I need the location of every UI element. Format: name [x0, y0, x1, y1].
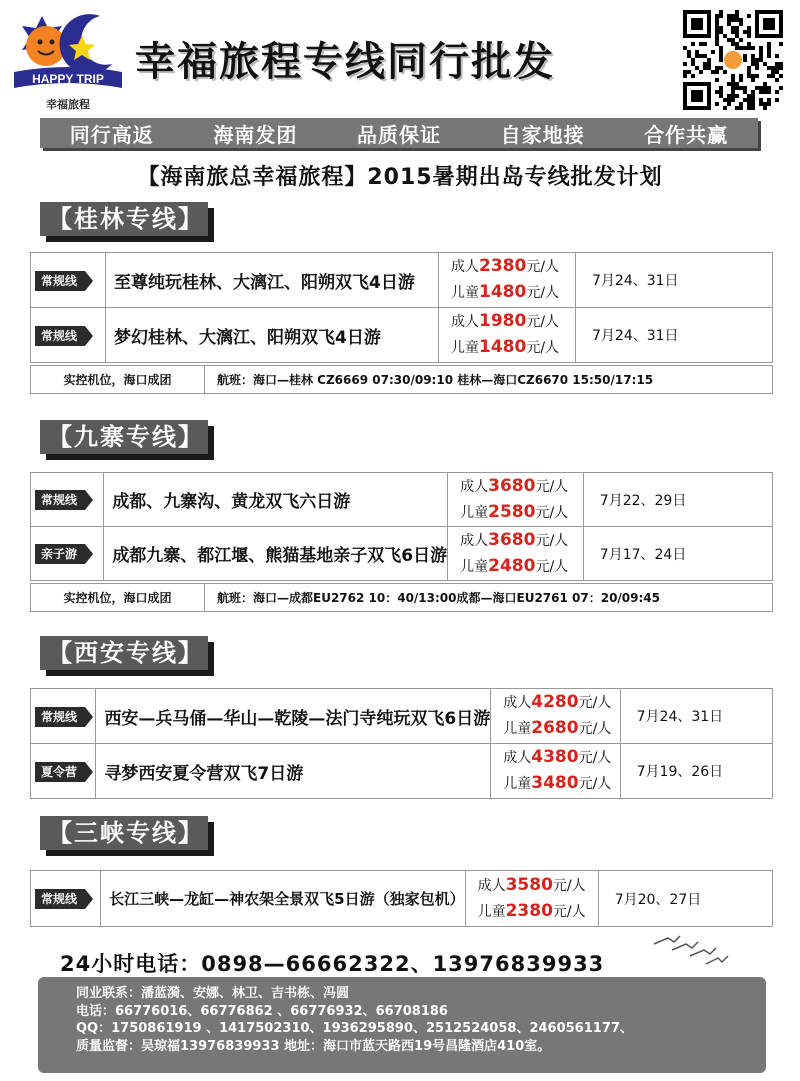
route-type-badge: 常规线 [35, 707, 85, 727]
table-row [31, 871, 773, 927]
section-header-sanxia: 【三峡专线】 [40, 816, 208, 850]
contact-box [38, 977, 766, 1073]
route-price: 成人4280元/人 儿童2680元/人 [491, 689, 620, 744]
route-name: 至尊纯玩桂林、大漓江、阳朔双飞4日游 [106, 253, 439, 308]
route-table-xian [30, 688, 773, 799]
table-row [31, 308, 773, 363]
slogan-item: 品质保证 [356, 122, 441, 147]
section-header-guilin: 【桂林专线】 [40, 202, 208, 236]
flight-row [31, 366, 773, 394]
flight-note: 实控机位，海口成团 [31, 584, 205, 612]
route-type-badge: 常规线 [35, 271, 85, 291]
route-name: 寻梦西安夏令营双飞7日游 [96, 744, 491, 799]
route-price: 成人3580元/人 儿童2380元/人 [465, 871, 598, 927]
slogan-bar [40, 118, 758, 148]
route-table-guilin [30, 252, 773, 363]
route-type-badge: 常规线 [35, 889, 85, 909]
route-price: 成人1980元/人 儿童1480元/人 [439, 308, 576, 363]
table-row [31, 527, 773, 581]
flight-row [31, 584, 773, 612]
happy-trip-logo-icon [12, 8, 124, 90]
departure-dates: 7月24、31日 [620, 689, 772, 744]
route-price: 成人3680元/人 儿童2580元/人 [448, 473, 584, 527]
departure-dates: 7月24、31日 [576, 308, 773, 363]
hotline: 24小时电话：0898—66662322、13976839933 [60, 952, 605, 976]
route-table-jiuzhai [30, 472, 773, 581]
departure-dates: 7月22、29日 [583, 473, 772, 527]
route-name: 长江三峡—龙缸—神农架全景双飞5日游（独家包机） [101, 871, 465, 927]
route-price: 成人2380元/人 儿童1480元/人 [439, 253, 576, 308]
flight-schedule: 航班：海口—成都EU2762 10：40/13:00成都—海口EU2761 07：20/09:45 [205, 584, 773, 612]
table-row [31, 253, 773, 308]
route-price: 成人3680元/人 儿童2480元/人 [448, 527, 584, 581]
contact-line: 质量监督：吴琼福13976839933 地址：海口市蓝天路西19号昌隆酒店410室。 [76, 1038, 551, 1054]
table-row [31, 689, 773, 744]
brand-name: 幸福旅程 [46, 98, 90, 111]
contact-line: 电话：66776016、66776862 、66776932、66708186 [76, 1003, 448, 1019]
svg-text:HAPPY TRIP: HAPPY TRIP [32, 72, 104, 86]
table-row [31, 744, 773, 799]
route-type-badge: 亲子游 [35, 544, 85, 564]
cranes-icon [650, 928, 730, 968]
plan-title: 【海南旅总幸福旅程】2015暑期出岛专线批发计划 [137, 165, 663, 190]
route-type-badge: 夏令营 [35, 762, 85, 782]
slogan-item: 合作共赢 [644, 122, 729, 147]
slogan-item: 同行高返 [69, 122, 154, 147]
departure-dates: 7月19、26日 [620, 744, 772, 799]
flight-info-jiuzhai [30, 583, 773, 612]
section-header-jiuzhai: 【九寨专线】 [40, 420, 208, 454]
route-price: 成人4380元/人 儿童3480元/人 [491, 744, 620, 799]
section-header-xian: 【西安专线】 [40, 636, 208, 670]
flight-note: 实控机位，海口成团 [31, 366, 205, 394]
route-type-badge: 常规线 [35, 326, 85, 346]
route-name: 西安—兵马俑—华山—乾陵—法门寺纯玩双飞6日游 [96, 689, 491, 744]
contact-line: QQ：1750861919 、1417502310、1936295890、2512524058、2460561177、 [76, 1021, 633, 1036]
qr-code-icon[interactable] [683, 10, 783, 110]
route-name: 梦幻桂林、大漓江、阳朔双飞4日游 [106, 308, 439, 363]
logo [12, 8, 124, 112]
flight-schedule: 航班：海口—桂林 CZ6669 07:30/09:10 桂林—海口CZ6670 15:50/17:15 [205, 366, 773, 394]
departure-dates: 7月20、27日 [598, 871, 772, 927]
flight-info-guilin [30, 365, 773, 394]
contact-line: 同业联系：潘蓝漪、安娜、林卫、吉书栋、冯圆 [76, 986, 350, 1001]
slogan-item: 自家地接 [500, 122, 585, 147]
departure-dates: 7月24、31日 [576, 253, 773, 308]
table-row [31, 473, 773, 527]
route-table-sanxia [30, 870, 773, 927]
route-type-badge: 常规线 [35, 490, 85, 510]
route-name: 成都九寨、都江堰、熊猫基地亲子双飞6日游 [104, 527, 448, 581]
route-name: 成都、九寨沟、黄龙双飞六日游 [104, 473, 448, 527]
page-title: 幸福旅程专线同行批发 [135, 39, 555, 85]
departure-dates: 7月17、24日 [583, 527, 772, 581]
slogan-item: 海南发团 [213, 122, 298, 147]
